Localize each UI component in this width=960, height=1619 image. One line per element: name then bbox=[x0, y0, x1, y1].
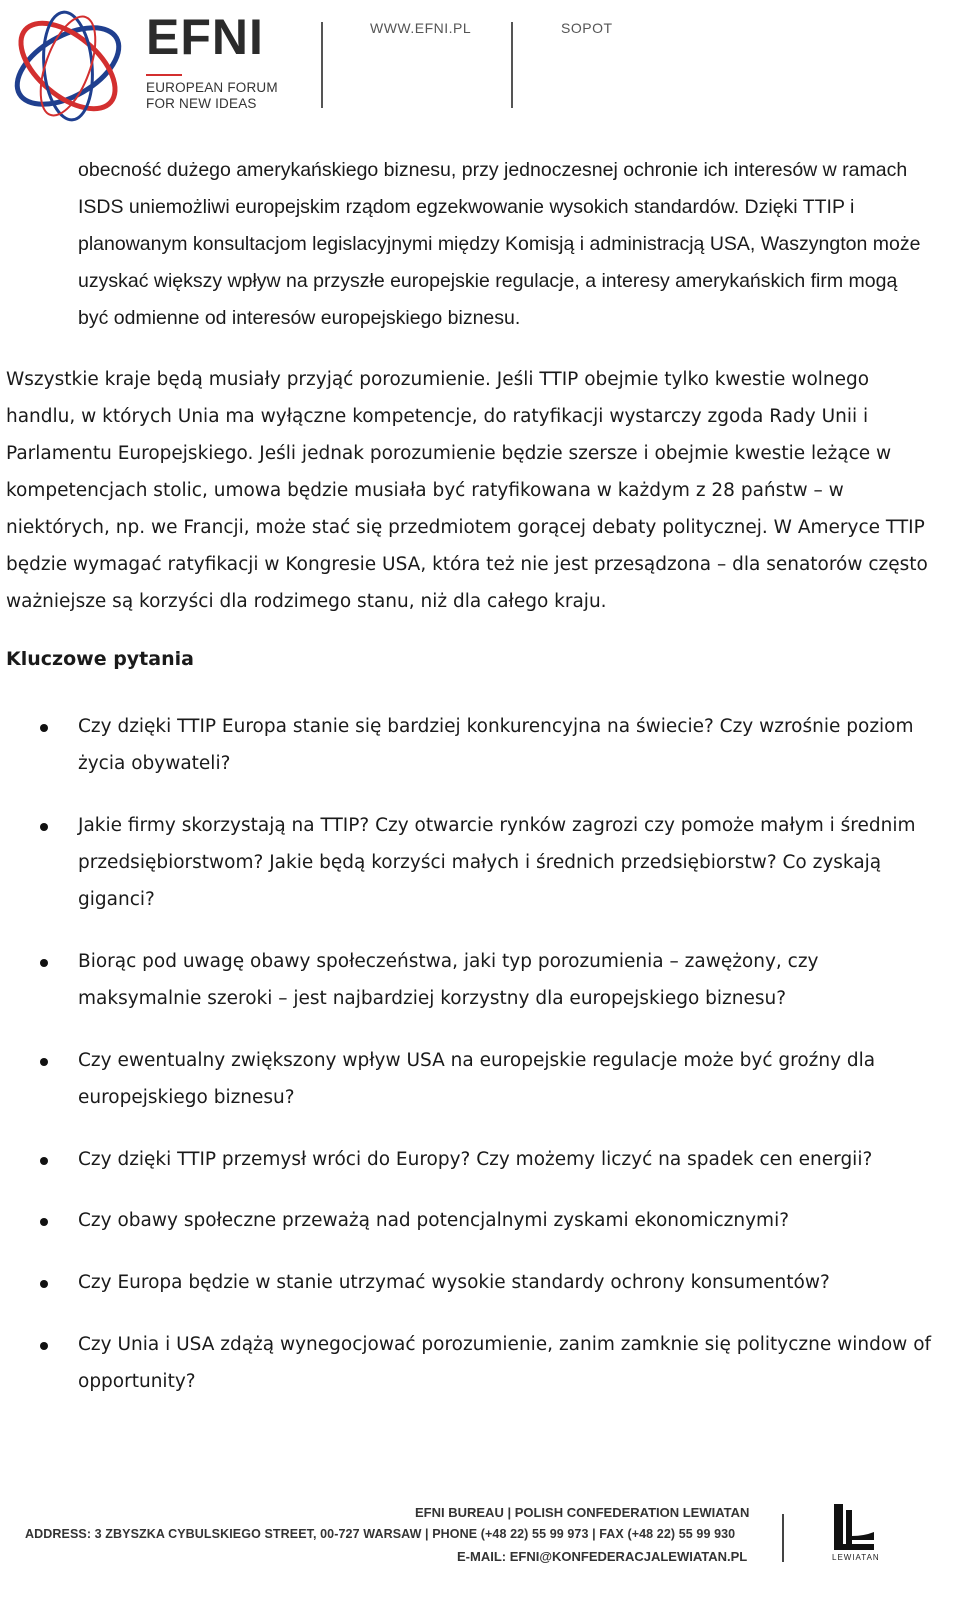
question-text: Czy ewentualny zwiększony wpływ USA na europejskie regulacje może być groźny dla europejskiego biznesu? bbox=[78, 1050, 876, 1108]
question-text: Biorąc pod uwagę obawy społeczeństwa, jaki typ porozumienia – zawężony, czy maksymalnie szeroki – jest najbardziej korzystny dla europejskiego biznesu? bbox=[78, 951, 819, 1009]
logo-subtitle-line2: FOR NEW IDEAS bbox=[146, 96, 257, 111]
city-label: SOPOT bbox=[561, 20, 613, 36]
footer-address: ADDRESS: 3 ZBYSZKA CYBULSKIEGO STREET, 00-727 WARSAW | PHONE (+48 22) 55 99 973 | FAX (+48 22) 55 99 930 bbox=[25, 1527, 736, 1541]
website-link[interactable]: WWW.EFNI.PL bbox=[370, 20, 472, 36]
lewiatan-label: LEWIATAN bbox=[832, 1553, 880, 1562]
bullet-icon bbox=[40, 1280, 48, 1288]
footer-email[interactable]: E-MAIL: EFNI@KONFEDERACJALEWIATAN.PL bbox=[457, 1549, 748, 1564]
question-text: Czy Unia i USA zdążą wynegocjować porozumienie, zanim zamknie się polityczne window of opportunity? bbox=[78, 1334, 932, 1392]
bullet-icon bbox=[40, 1058, 48, 1066]
bullet-icon bbox=[40, 1218, 48, 1226]
question-text: Czy dzięki TTIP Europa stanie się bardziej konkurencyjna na świecie? Czy wzrośnie poziom życia obywateli? bbox=[78, 716, 914, 774]
header-divider bbox=[511, 22, 513, 108]
page-header bbox=[0, 0, 960, 140]
bullet-icon bbox=[40, 1157, 48, 1165]
efni-logo-icon bbox=[6, 4, 130, 128]
question-text: Czy obawy społeczne przeważą nad potencjalnymi zyskami ekonomicznymi? bbox=[78, 1210, 790, 1231]
logo-underline bbox=[146, 74, 182, 76]
paragraph: obecność dużego amerykańskiego biznesu, przy jednoczesnej ochronie ich interesów w ramach ISDS uniemożliwi europejskim rządom egzekwowanie wysokich standardów. Dzięki TTIP i planowanym konsultacjom legislacyjnymi między Komisją i administracją USA, Waszyngton może uzyskać większy wpływ na przyszłe europejskie regulacje, a interesy amerykańskich firm mogą być odmienne od interesów europejskiego biznesu. bbox=[78, 159, 921, 329]
footer-divider bbox=[782, 1514, 784, 1562]
question-text: Jakie firmy skorzystają na TTIP? Czy otwarcie rynków zagrozi czy pomoże małym i średnim przedsiębiorstwom? Jakie będą korzyści małych i średnich przedsiębiorstw? Co zyskają giganci? bbox=[78, 815, 916, 910]
bullet-icon bbox=[40, 823, 48, 831]
paragraph: Wszystkie kraje będą musiały przyjąć porozumienie. Jeśli TTIP obejmie tylko kwestie wolnego handlu, w których Unia ma wyłączne kompetencje, do ratyfikacji wystarczy zgoda Rady Unii i Parlamentu Europejskiego. Jeśli jednak porozumienie będzie szersze i obejmie kwestie leżące w kompetencjach stolic, umowa będzie musiała być ratyfikowana w każdym z 28 państw – w niektórych, np. we Francji, może stać się przedmiotem gorącej debaty politycznej. W Ameryce TTIP będzie wymagać ratyfikacji w Kongresie USA, która też nie jest przesądzona – dla senatorów często ważniejsze są korzyści dla rodzimego stanu, niż dla całego kraju. bbox=[6, 369, 928, 612]
bullet-icon bbox=[40, 1342, 48, 1350]
question-text: Czy dzięki TTIP przemysł wróci do Europy? Czy możemy liczyć na spadek cen energii? bbox=[78, 1149, 873, 1170]
footer-bureau: EFNI BUREAU | POLISH CONFEDERATION LEWIATAN bbox=[415, 1505, 750, 1520]
bullet-icon bbox=[40, 724, 48, 732]
section-heading: Kluczowe pytania bbox=[6, 648, 194, 670]
logo-wordmark: EFNI bbox=[146, 9, 264, 65]
logo-subtitle bbox=[146, 80, 278, 112]
logo-subtitle-line1: EUROPEAN FORUM bbox=[146, 80, 278, 95]
bullet-icon bbox=[40, 959, 48, 967]
lewiatan-logo-icon bbox=[830, 1502, 878, 1552]
question-text: Czy Europa będzie w stanie utrzymać wysokie standardy ochrony konsumentów? bbox=[78, 1272, 830, 1293]
header-divider bbox=[321, 22, 323, 108]
